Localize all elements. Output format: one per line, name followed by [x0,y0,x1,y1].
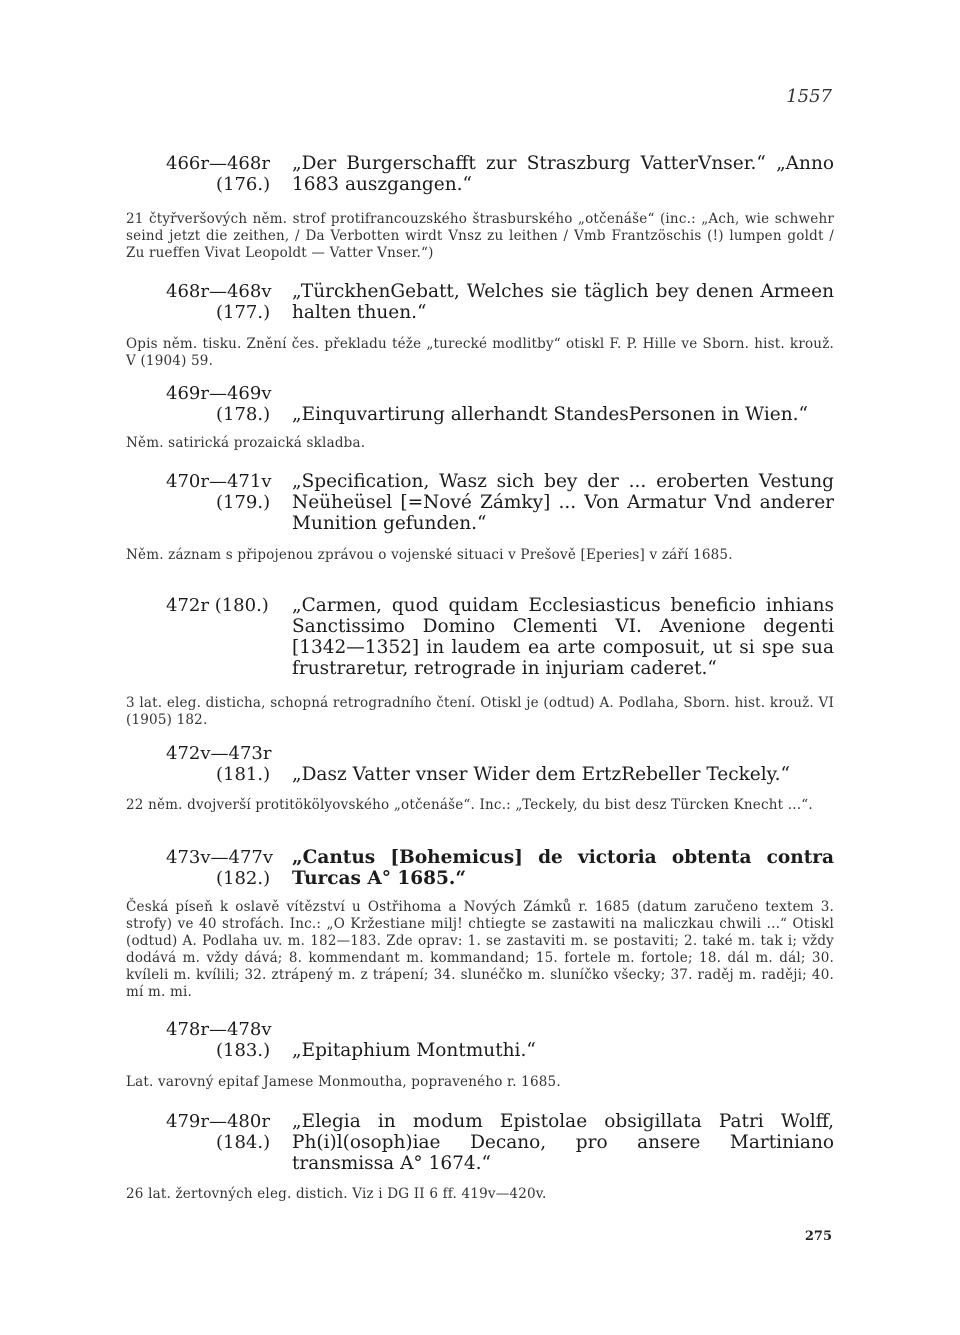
catalog-entry-179 [166,471,834,534]
entry-title: „Elegia in modum Epistolae obsigillata Patri Wolff, Ph(i)l(osoph)iae Decano, pro ansere Martiniano transmissa A° 1674.“ [292,1111,834,1174]
entry-note-181: 22 něm. dvojverší protitökölyovského „otčenáše“. Inc.: „Teckely, du bist desz Türcken Knecht ...“. [126,797,813,813]
entry-title: „TürckhenGebatt, Welches sie täglich bey denen Armeen halten thuen.“ [292,281,834,323]
entry-title: „Specification, Wasz sich bey der ... eroberten Vestung Neüheüsel [=Nové Zámky] ... Von Armatur Vnd anderer Munition gefunden.“ [292,471,834,534]
entry-note-182: Česká píseň k oslavě vítězství u Ostřihoma a Nových Zámků r. 1685 (datum zaručeno textem 3. strofy) ve 40 strofách. Inc.: „O Kržestiane milj! chtiegte se zastawiti na maliczkau chwili ...“ Otiskl (odtud) A. Podlaha uv. m. 182—183. Zde oprav: 1. se zastaviti m. se postaviti; 2. také m. tak i; vždy dodává m. vždy dává; 8. kommendant m. kommandand; 15. fortele m. fortole; 18. dál m. dál; 30. kvíleli m. kvílili; 32. ztrápený m. z trápení; 34. slunéčko m. sluníčko všecky; 37. raděj m. raději; 40. mí m. mi. [126,899,834,1000]
entry-title: „Epitaphium Montmuthi.“ [292,1040,536,1061]
entry-number: (176.) [216,174,271,195]
entry-number: (181.) [216,764,271,785]
entry-note-176: 21 čtyřveršových něm. strof protifrancouzského štrasburského „otčenáše“ (inc.: „Ach, wie schwehr seind jetzt die zeithen, / Da Verbotten wirdt Vnsz zu leithen / Vmb Frantzöschis (!) lumpen goldt / Zu rueffen Vivat Leopoldt — Vatter Vnser.“) [126,211,834,261]
entry-note-184: 26 lat. žertovných eleg. distich. Viz i DG II 6 ff. 419v—420v. [126,1186,547,1202]
catalog-entry-180 [166,595,834,679]
page-year-header: 1557 [786,86,832,107]
entry-reference [166,595,290,616]
entry-title: „Der Burgerschafft zur Straszburg VatterVnser.“ „Anno 1683 auszgangen.“ [292,153,834,195]
entry-number: (183.) [216,1040,271,1061]
entry-title: „Carmen, quod quidam Ecclesiasticus beneficio inhians Sanctissimo Domino Clementi VI. Avenione degenti [1342—1352] in laudem ea arte composuit, ut si spe sua frustraretur, retrograde in injuriam caderet.“ [292,595,834,679]
entry-reference [166,281,290,323]
catalog-entry-178 [166,383,834,425]
catalog-entry-182 [166,847,834,889]
entry-folio: 470r—471v [166,471,272,492]
entry-title: „Dasz Vatter vnser Wider dem ErtzRebeller Teckely.“ [292,764,790,785]
entry-reference [166,743,290,785]
catalog-entry-181 [166,743,834,785]
entry-number: (178.) [216,404,271,425]
entry-reference [166,1111,290,1153]
entry-number: (182.) [216,868,271,889]
entry-folio: 466r—468r [166,153,270,174]
entry-folio: 472r [166,595,209,616]
entry-reference [166,1019,290,1061]
entry-folio: 479r—480r [166,1111,270,1132]
entry-title: „Einquvartirung allerhandt StandesPersonen in Wien.“ [292,404,808,425]
entry-note-177: Opis něm. tisku. Znění čes. překladu téže „turecké modlitby“ otiskl F. P. Hille ve Sborn. hist. krouž. V (1904) 59. [126,336,834,369]
entry-number: (177.) [216,302,271,323]
entry-note-183: Lat. varovný epitaf Jamese Monmoutha, popraveného r. 1685. [126,1074,561,1090]
entry-note-180: 3 lat. eleg. disticha, schopná retrogradního čtení. Otiskl je (odtud) A. Podlaha, Sborn. hist. krouž. VI (1905) 182. [126,695,834,728]
catalog-entry-183 [166,1019,834,1061]
entry-reference [166,383,290,425]
entry-folio: 469r—469v [166,383,272,404]
entry-note-178: Něm. satirická prozaická skladba. [126,435,366,451]
entry-folio: 478r—478v [166,1019,272,1040]
catalog-entry-176 [166,153,834,195]
entry-number: (184.) [216,1132,271,1153]
catalog-entry-184 [166,1111,834,1174]
entry-folio: 468r—468v [166,281,272,302]
entry-title: „Cantus [Bohemicus] de victoria obtenta contra Turcas A° 1685.“ [292,847,834,889]
entry-reference [166,471,290,513]
entry-folio: 472v—473r [166,743,272,764]
entry-note-179: Něm. záznam s připojenou zprávou o vojenské situaci v Prešově [Eperies] v září 1685. [126,547,733,563]
entry-folio: 473v—477v [166,847,274,868]
entry-reference [166,847,290,889]
page-number: 275 [804,1229,832,1244]
catalog-entry-177 [166,281,834,323]
entry-reference [166,153,290,195]
entry-number: (179.) [216,492,271,513]
entry-number: (180.) [214,595,269,616]
